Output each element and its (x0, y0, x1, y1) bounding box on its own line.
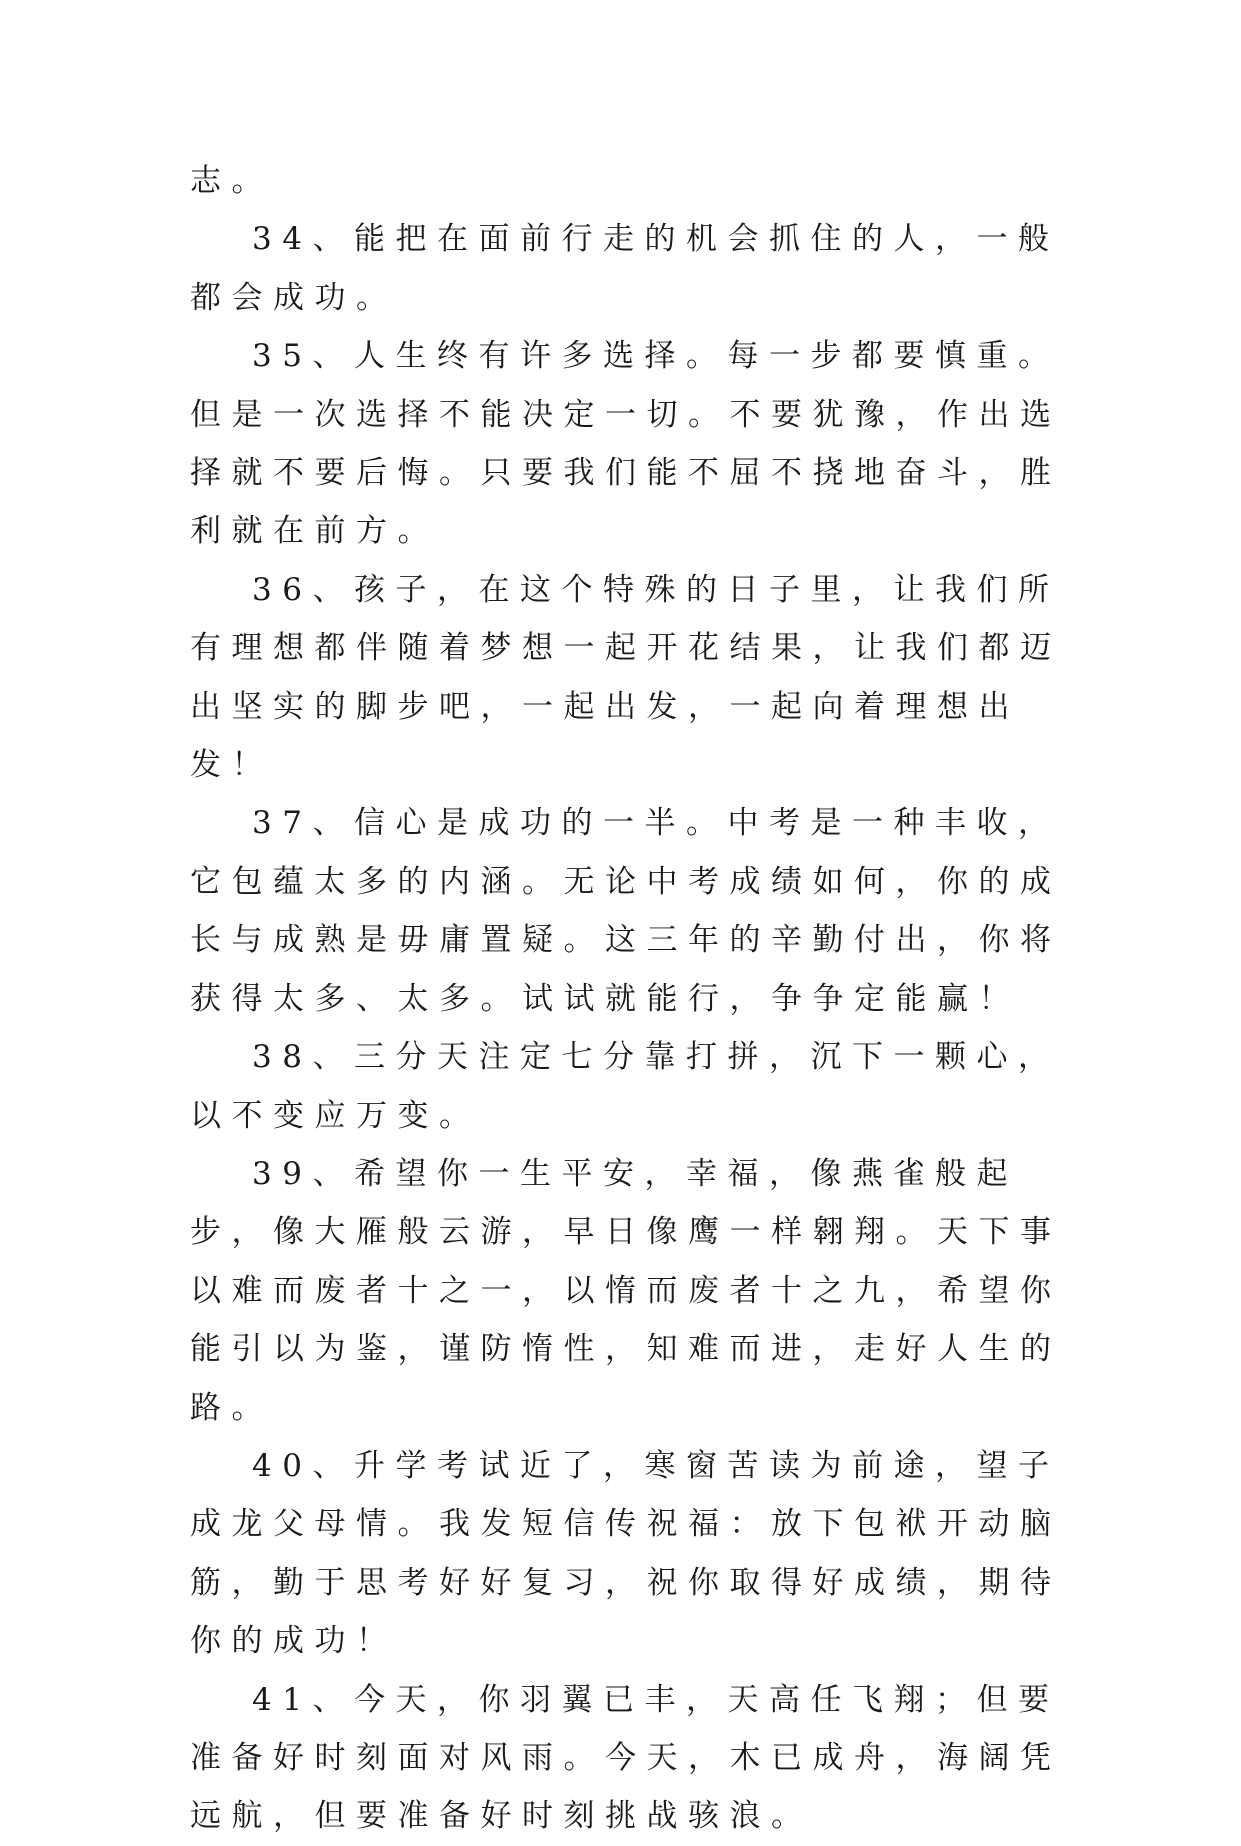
paragraph-40: 40、升学考试近了，寒窗苦读为前途，望子成龙父母情。我发短信传祝福：放下包袱开动脑筋，勤于思考好好复习，祝你取得好成绩，期待你的成功！ (190, 1447, 1062, 1660)
paragraph-41: 41、今天，你羽翼已丰，天高任飞翔；但要准备好时刻面对风雨。今天，木已成舟，海阔凭远航，但要准备好时刻挑战骇浪。 (190, 1681, 1062, 1835)
paragraph-37: 37、信心是成功的一半。中考是一种丰收，它包蕴太多的内涵。无论中考成绩如何，你的成长与成熟是毋庸置疑。这三年的辛勤付出，你将获得太多、太多。试试就能行，争争定能赢！ (190, 805, 1062, 1017)
paragraph-34: 34、能把在面前行走的机会抓住的人，一般都会成功。 (190, 221, 1060, 316)
paragraph-38: 38、三分天注定七分靠打拼，沉下一颗心，以不变应万变。 (190, 1039, 1060, 1134)
paragraph-36: 36、孩子，在这个特殊的日子里，让我们所有理想都伴随着梦想一起开花结果，让我们都迈出坚实的脚步吧，一起出发，一起向着理想出发！ (190, 571, 1062, 784)
document-body (190, 152, 1070, 1846)
paragraph-39: 39、希望你一生平安，幸福，像燕雀般起步，像大雁般云游，早日像鹰一样翱翔。天下事以难而废者十之一，以惰而废者十之九，希望你能引以为鉴，谨防惰性，知难而进，走好人生的路。 (190, 1155, 1062, 1426)
paragraph-continuation: 志。 (190, 163, 273, 199)
paragraph-35: 35、人生终有许多选择。每一步都要慎重。但是一次选择不能决定一切。不要犹豫，作出选择就不要后悔。只要我们能不屈不挠地奋斗，胜利就在前方。 (190, 338, 1062, 550)
